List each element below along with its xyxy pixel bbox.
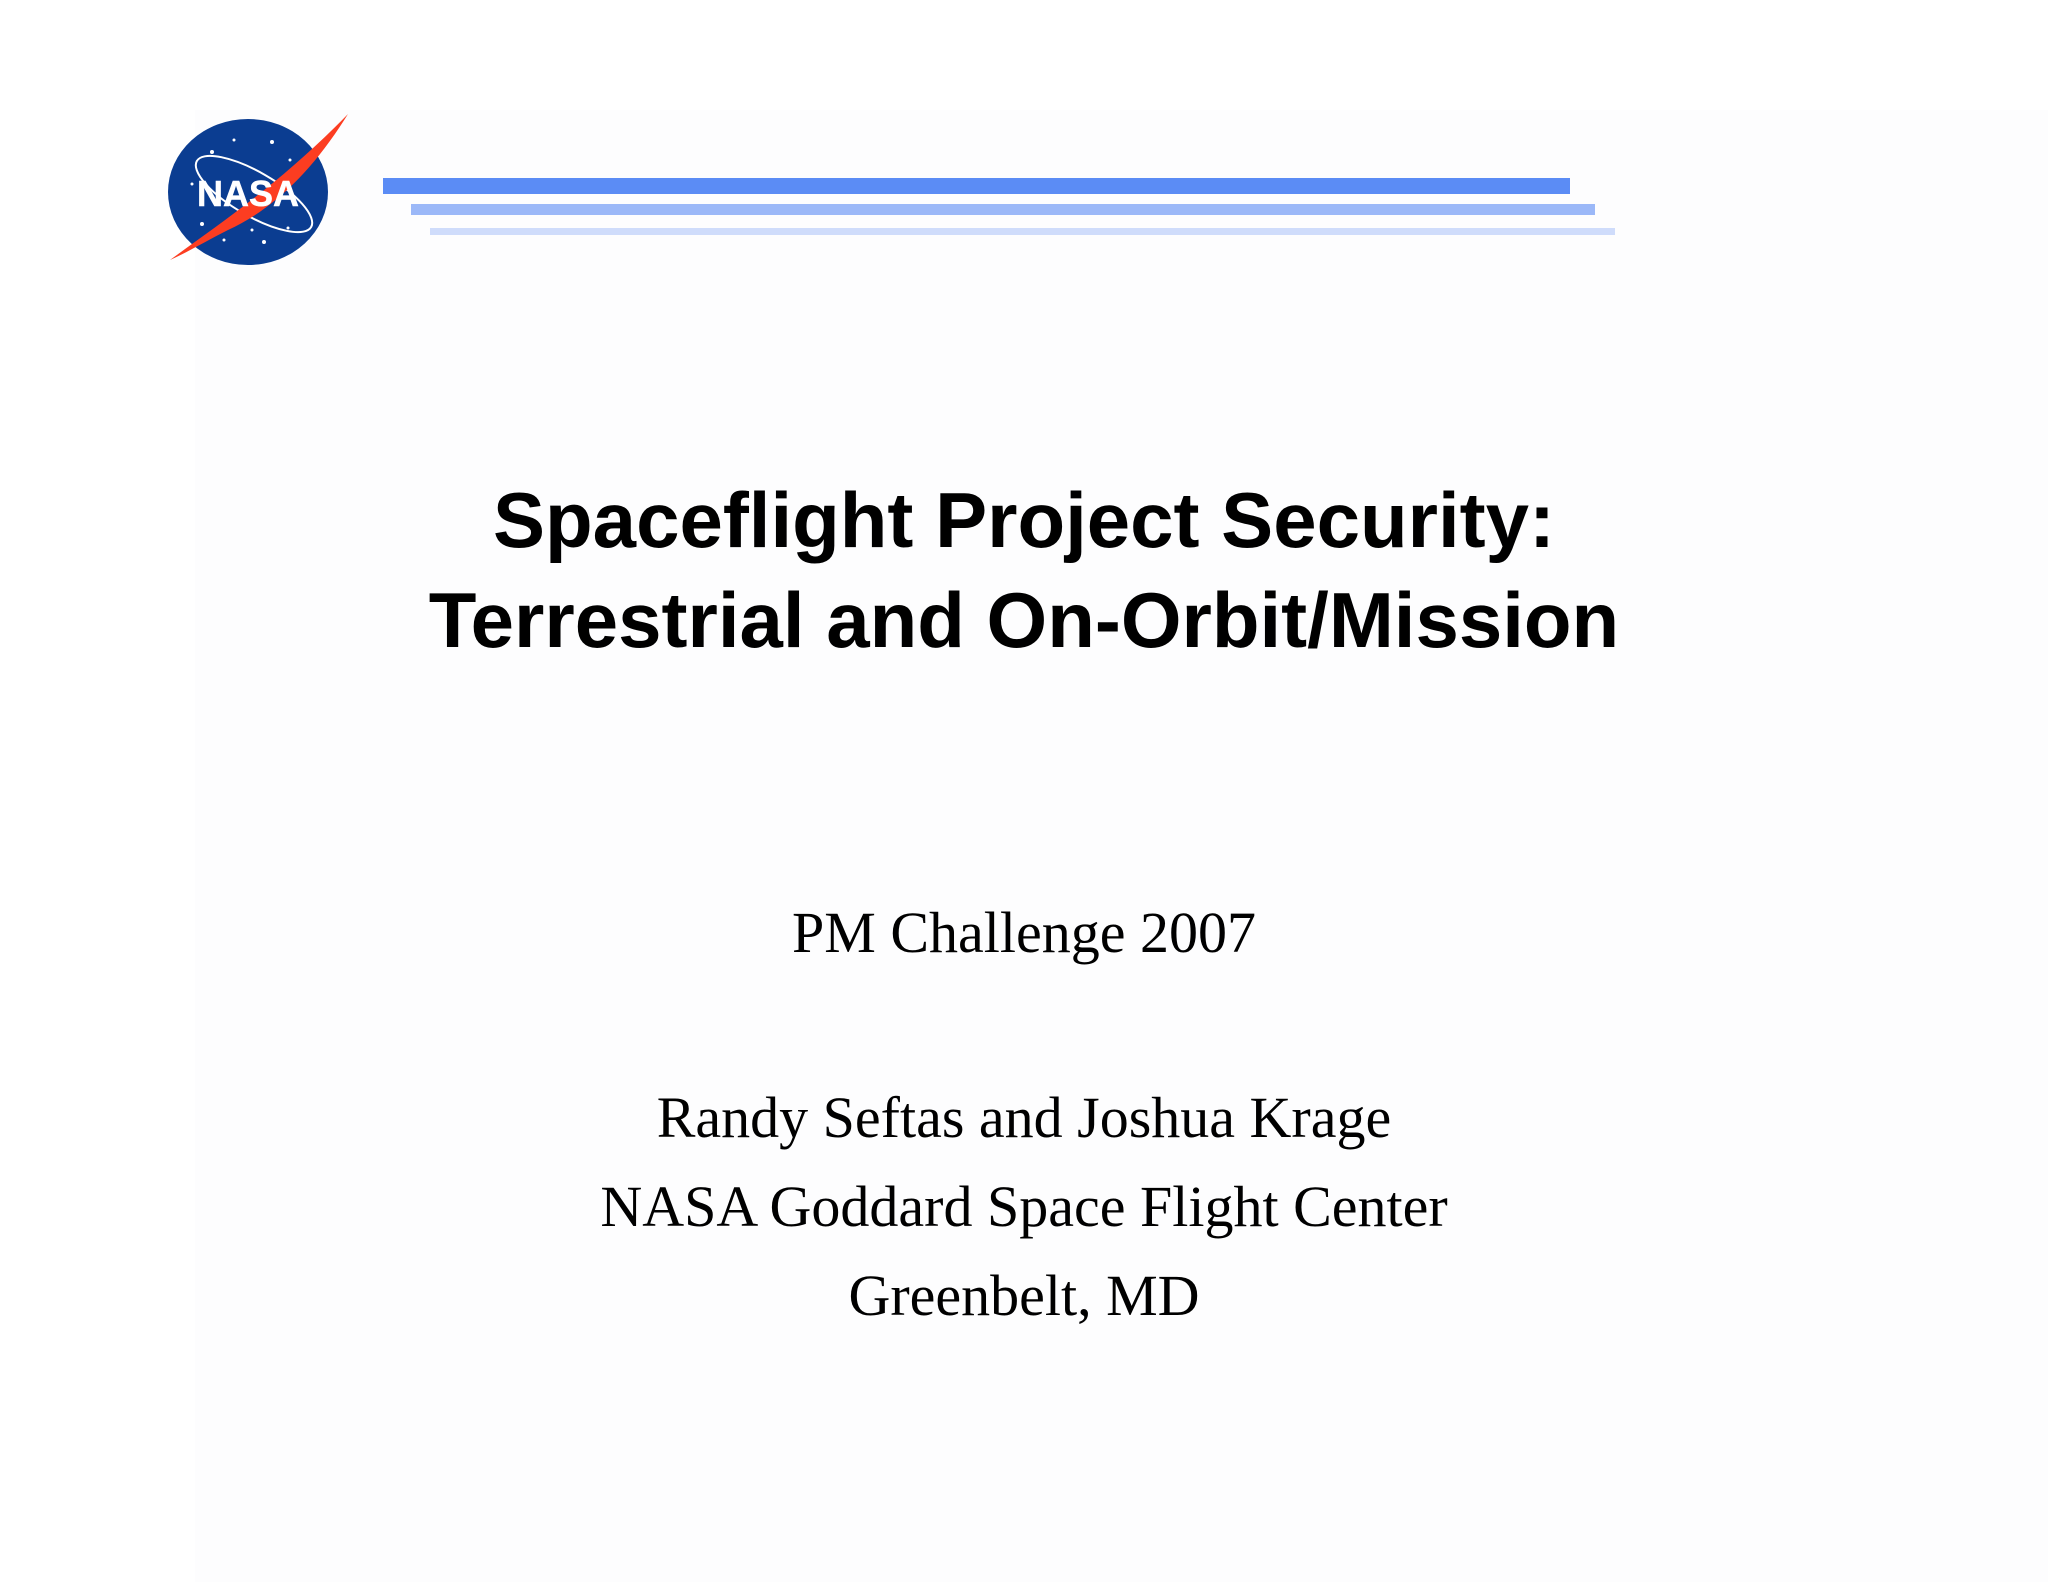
header-bar-tertiary [430,228,1615,235]
header-bar-primary [383,178,1570,194]
title-line-1: Spaceflight Project Security: [493,476,1555,564]
author-location: Greenbelt, MD [848,1263,1200,1328]
logo-wordmark: NASA [196,173,300,214]
slide-title [0,470,2048,670]
author-block [0,1073,2048,1340]
nasa-logo-icon [162,112,362,272]
slide-background-panel [195,110,2048,1582]
header-bar-secondary [411,204,1595,215]
author-names: Randy Seftas and Joshua Krage [656,1085,1392,1150]
event-name: PM Challenge 2007 [792,900,1256,965]
author-organization: NASA Goddard Space Flight Center [600,1174,1448,1239]
title-line-2: Terrestrial and On-Orbit/Mission [428,576,1620,664]
